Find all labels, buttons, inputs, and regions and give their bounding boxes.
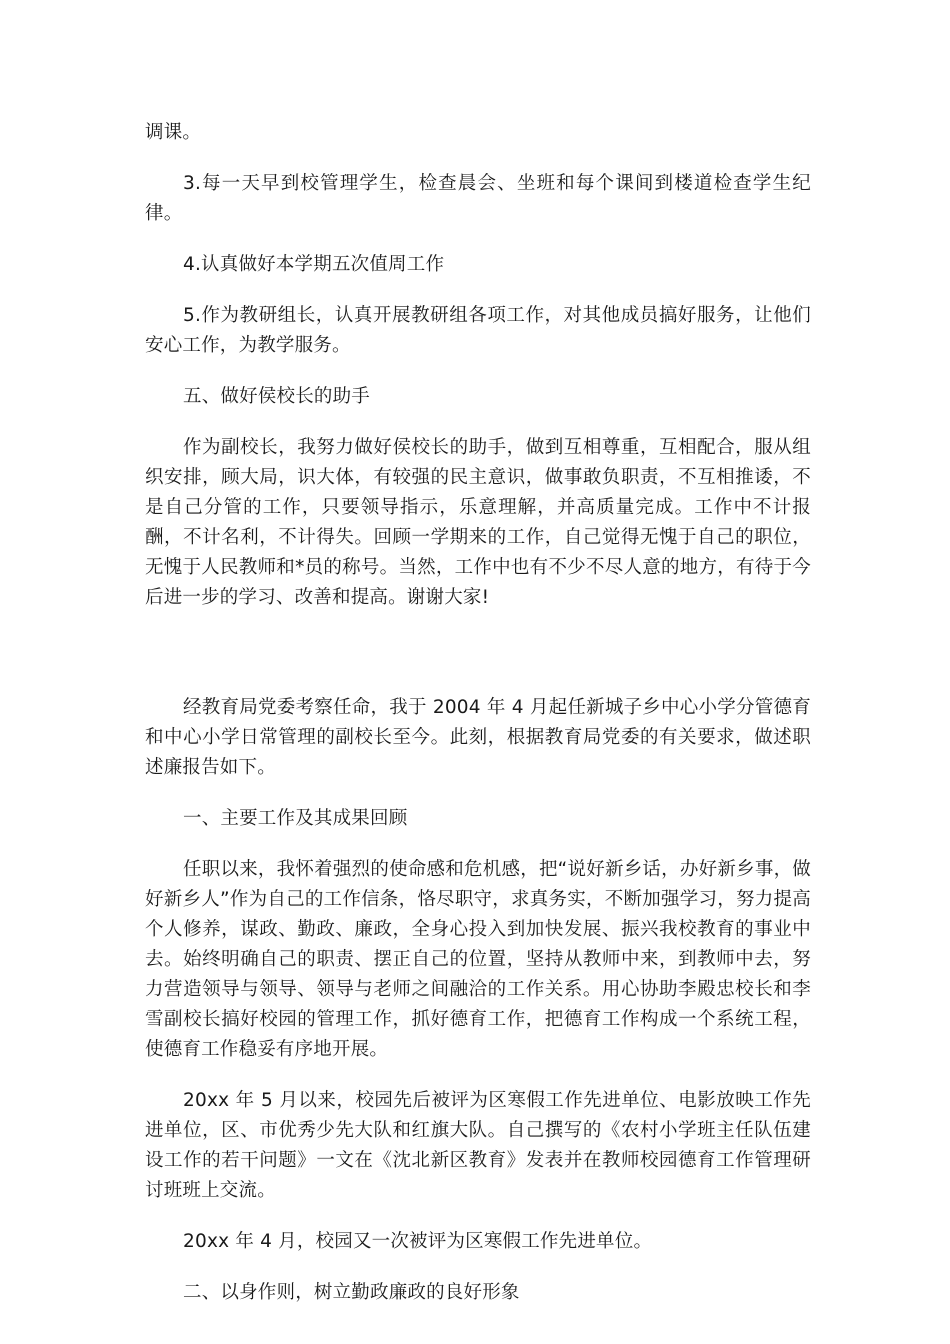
paragraph-report-intro: 经教育局党委考察任命，我于 2004 年 4 月起任新城子乡中心小学分管德育和中心小学日常管理的副校长至今。此刻，根据教育局党委的有关要求，做述职述廉报告如下。	[145, 697, 811, 778]
section-heading-one: 一、主要工作及其成果回顾	[183, 808, 408, 829]
paragraph-item-4: 4.认真做好本学期五次值周工作	[183, 254, 445, 275]
paragraph-item-3: 3.每一天早到校管理学生，检查晨会、坐班和每个课间到楼道检查学生纪律。	[145, 173, 811, 224]
document-page	[145, 118, 811, 1308]
paragraph-item-5: 5.作为教研组长，认真开展教研组各项工作，对其他成员搞好服务，让他们安心工作，为教学服务。	[145, 305, 811, 356]
paragraph-award: 20xx 年 4 月，校园又一次被评为区寒假工作先进单位。	[183, 1231, 653, 1252]
paragraph-achievements: 20xx 年 5 月以来，校园先后被评为区寒假工作先进单位、电影放映工作先进单位，区、市优秀少先大队和红旗大队。自己撰写的《农村小学班主任队伍建设工作的若干问题》一文在《沈北新区教育》发表并在教师校园德育工作管理研讨班班上交流。	[145, 1090, 811, 1201]
paragraph-work-review: 任职以来，我怀着强烈的使命感和危机感，把“说好新乡话，办好新乡事，做好新乡人”作为自己的工作信条，恪尽职守，求真务实，不断加强学习，努力提高个人修养，谋政、勤政、廉政，全身心投入到加快发展、振兴我校教育的事业中去。始终明确自己的职责、摆正自己的位置，坚持从教师中来，到教师中去，努力营造领导与领导、领导与老师之间融洽的工作关系。用心协助李殿忠校长和李雪副校长搞好校园的管理工作，抓好德育工作，把德育工作构成一个系统工程，使德育工作稳妥有序地开展。	[145, 859, 811, 1060]
paragraph-continuation: 调课。	[145, 122, 202, 143]
paragraph-assistant-role: 作为副校长，我努力做好侯校长的助手，做到互相尊重，互相配合，服从组织安排，顾大局，识大体，有较强的民主意识，做事敢负职责，不互相推诿，不是自己分管的工作，只要领导指示，乐意理解，并高质量完成。工作中不计报酬，不计名利，不计得失。回顾一学期来的工作，自己觉得无愧于自己的职位，无愧于人民教师和*员的称号。当然，工作中也有不少不尽人意的地方，有待于今后进一步的学习、改善和提高。谢谢大家!	[145, 437, 811, 608]
section-heading-five: 五、做好侯校长的助手	[183, 386, 371, 407]
section-heading-two: 二、以身作则，树立勤政廉政的良好形象	[183, 1282, 520, 1303]
